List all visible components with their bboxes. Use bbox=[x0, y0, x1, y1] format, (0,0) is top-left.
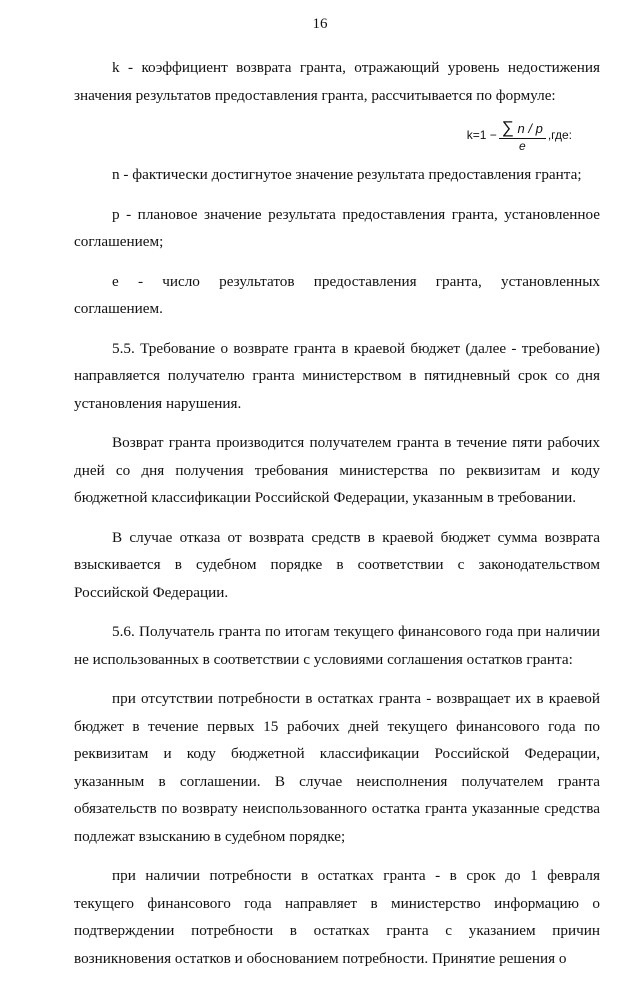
formula-numerator bbox=[499, 118, 546, 139]
paragraph-n-definition: n - фактически достигнутое значение результата предоставления гранта; bbox=[112, 166, 582, 183]
page-number: 16 bbox=[312, 16, 328, 32]
formula-lhs: k=1 − bbox=[466, 128, 497, 142]
paragraph-k-definition: k - коэффициент возврата гранта, отражающий уровень недостижения значения результатов предоставления гранта, рассчитывается по формуле: bbox=[74, 59, 600, 104]
paragraph-refund-procedure: Возврат гранта производится получателем гранта в течение пяти рабочих дней со дня получения требования министерства по реквизитам и коду бюджетной классификации Российской Федерации, указанным в требовании. bbox=[74, 434, 600, 506]
formula-k bbox=[74, 113, 572, 157]
formula-fraction bbox=[499, 118, 546, 153]
paragraph-p-definition: р - плановое значение результата предоставления гранта, установленное соглашением; bbox=[74, 205, 600, 250]
formula-suffix: ,где: bbox=[547, 128, 572, 142]
paragraph-e-definition: е - число результатов предоставления гранта, установленных соглашением. bbox=[74, 272, 600, 317]
formula-numerator-text: n / p bbox=[517, 120, 543, 136]
paragraph-5-5: 5.5. Требование о возврате гранта в краевой бюджет (далее - требование) направляется получателю гранта министерством в пятидневный срок со дня установления нарушения. bbox=[74, 339, 600, 412]
sigma-symbol: ∑ bbox=[501, 117, 514, 137]
paragraph-need: при наличии потребности в остатках гранта - в срок до 1 февраля текущего финансового года направляет в министерство информацию о подтверждении потребности в остатках гранта с указанием причин возникновения остатков и обоснованием потребности. Принятие решения о bbox=[74, 867, 600, 967]
paragraph-refusal: В случае отказа от возврата средств в краевой бюджет сумма возврата взыскивается в судебном порядке в соответствии с законодательством Российской Федерации. bbox=[74, 528, 600, 601]
formula-denominator: e bbox=[518, 138, 526, 153]
paragraph-no-need: при отсутствии потребности в остатках гранта - возвращает их в краевой бюджет в течение первых 15 рабочих дней текущего финансового года по реквизитам и коду бюджетной классификации Российской Федерации, указанным в соглашении. В случае неисполнения получателем гранта обязательств по возврату неиспользованного остатка гранта указанные средства подлежат взысканию в судебном порядке; bbox=[74, 690, 600, 845]
paragraph-5-6: 5.6. Получатель гранта по итогам текущего финансового года при наличии не использованных в соответствии с условиями соглашения остатков гранта: bbox=[74, 623, 600, 668]
document-body bbox=[74, 54, 600, 984]
